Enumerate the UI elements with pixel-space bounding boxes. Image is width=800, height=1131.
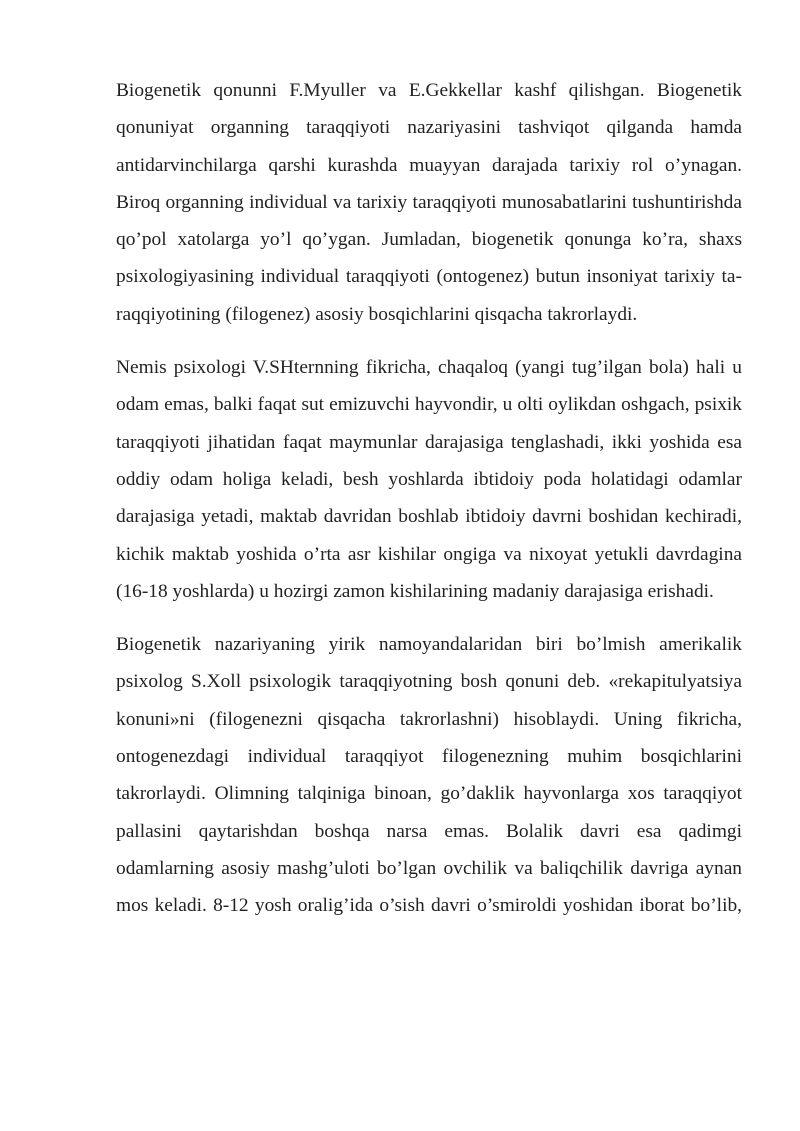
paragraph-stern-theory: Nemis psixologi V.SHternning fikricha, chaqaloq (yangi tug’ilgan bola) hali u odam emas, balki faqat sut emizuvchi hayvondir, u olti oylikdan oshgach, psixik taraqqiyoti jihatidan faqat maymunlar darajasiga tenglashadi, ikki yoshida esa oddiy odam holiga keladi, besh yoshlarda ibtidoiy poda holatidagi odamlar darajasiga yetadi, maktab davridan boshlab ibtidoiy davrni boshidan kechiradi, kichik maktab yoshida o’rta asr kishilar ongiga va nixoyat yetukli davrdagina (16-18 yoshlarda) u hozirgi zamon kishilarining madaniy darajasiga erishadi. <box>116 357 742 602</box>
paragraph-hall-theory: Biogenetik nazariyaning yirik namoyandalaridan biri bo’lmish amerikalik psixolog S.Xoll psixologik taraqqiyotning bosh qonuni deb. «rekapitulyatsiya konuni»ni (filogenezni qisqacha takrorlashni) hisoblaydi. Uning fikricha, ontogenezdagi individual taraqqiyot filogenezning muhim bosqichlarini takrorlaydi. Olimning talqiniga binoan, go’daklik hayvonlarga xos taraqqiyot pallasini qaytarishdan boshqa narsa emas. Bolalik davri esa qadimgi odamlarning asosiy mashg’uloti bo’lgan ovchilik va baliqchilik davriga aynan mos keladi. 8-12 yosh oralig’ida o’sish davri o’smiroldi yoshidan iborat bo’lib, <box>116 634 742 917</box>
paragraph-biogenetic-law: Biogenetik qonunni F.Myuller va E.Gekkellar kashf qilishgan. Biogenetik qonuniyat organning taraqqiyoti nazariyasini tashviqot qilganda hamda antidarvinchilarga qarshi kurashda muayyan darajada tarixiy rol o’ynagan. Biroq organning individual va tarixiy taraqqiyoti munosabatlarini tushuntirishda qo’pol xatolarga yo’l qo’ygan. Jumladan, biogenetik qonunga ko’ra, shaxs psixologiyasining individual taraqqiyoti (ontogenez) butun insoniyat tarixiy ta-raqqiyotining (filogenez) asosiy bosqichlarini qisqacha takrorlaydi. <box>116 80 742 325</box>
